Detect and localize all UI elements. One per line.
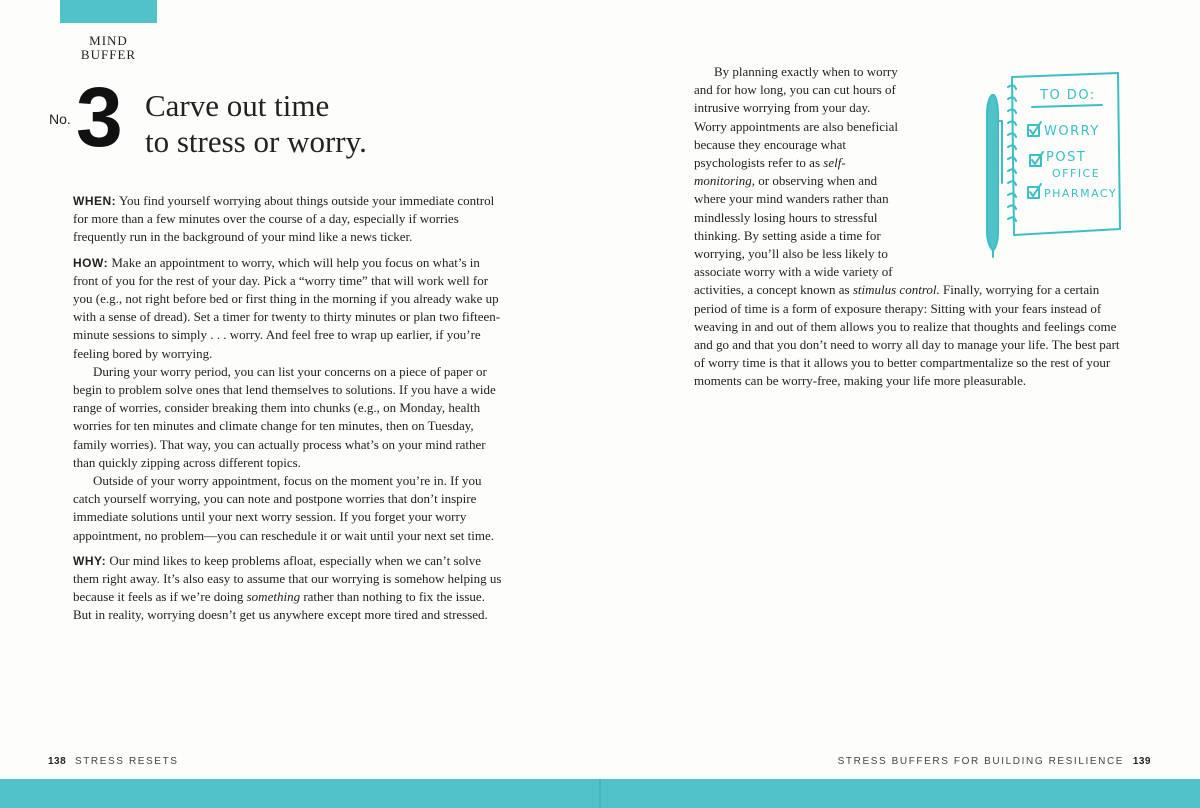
when-label: WHEN: <box>73 194 117 208</box>
why-paragraph <box>73 552 505 625</box>
todo-item-office: OFFICE <box>1052 167 1101 180</box>
footer-right <box>838 756 1151 767</box>
section-tab <box>60 0 157 23</box>
when-text: You find yourself worrying about things outside your immediate control for more than a few minutes over the course of a day, especially if worries frequently run in the background of your mind like a news ticker. <box>73 193 495 245</box>
section-label-line-2: BUFFER <box>80 47 137 62</box>
footer-title-right: STRESS BUFFERS FOR BUILDING RESILIENCE <box>837 756 1125 767</box>
notepad-pen-icon <box>916 63 1124 277</box>
todo-item-worry: WORRY <box>1044 124 1100 139</box>
how-paragraph-2: During your worry period, you can list your concerns on a piece of paper or begin to problem solve ones that lend themselves to solutions. If you have a wide range of worries, consider breaking them into chunks (e.g., on Monday, health worries for ten minutes and climate change for ten minutes, then on Tuesday, family worries). That way, you can actually process what’s on your mind rather than quickly zipping across different topics. <box>73 363 496 470</box>
right-page <box>600 0 1200 808</box>
right-text-emphasis-1: self-monitoring, <box>694 155 846 189</box>
right-text-b: or observing when and where your mind wanders rather than mindlessly losing hours to stressful thinking. By setting aside a time for worrying, you’ll also be less likely to associate worry with a wide variety of activities, a concept known as <box>694 173 893 298</box>
todo-illustration <box>916 63 1124 277</box>
right-body-text <box>694 63 1124 391</box>
todo-item-post: POST <box>1046 150 1087 165</box>
why-text-emphasis: something <box>246 589 301 605</box>
how-text: Make an appointment to worry, which will help you focus on what’s in front of you for the rest of your day. Pick a “worry time” that will work well for you (e.g., not right before bed or first thing in the morning if you already wake up with a sense of dread). Set a timer for twenty to thirty minutes or plan two fifteen-minute sessions to simply . . . worry. And feel free to wrap up earlier, if you’re feeling bored by worrying. <box>73 254 501 361</box>
title-line-2: to stress or worry. <box>145 124 367 159</box>
how-paragraph-3: Outside of your worry appointment, focus on the moment you’re in. If you catch yourself worrying, you can note and postpone worries that don’t inspire immediate solutions until your next worry session. If you forget your worry appointment, no problem—you can reschedule it or wait until your next set time. <box>73 473 494 543</box>
how-label: HOW: <box>73 255 109 270</box>
right-text-c: Finally, worrying for a certain period of time is a form of exposure therapy: Sitting with your fears instead of weaving in and out of them allows you to realize that thoughts and feelings come and go and that you don’t need to worry all day to manage your life. The best part of worry time is that it allows you to better compartmentalize so the rest of your moments can be worry-free, making your life more pleasurable. <box>694 282 1120 389</box>
why-text-a: Our mind likes to keep problems afloat, especially when we can’t solve them right away. It’s also easy to assume that our worrying is somehow helping us because it feels as if we’re doing <box>73 552 502 605</box>
why-label: WHY: <box>73 553 107 568</box>
footer-page-number-left: 138 <box>48 756 67 767</box>
right-text-emphasis-2: stimulus control. <box>852 282 940 298</box>
footer-page-number-right: 139 <box>1132 756 1151 767</box>
right-text-a: By planning exactly when to worry and for how long, you can cut hours of intrusive worrying from your day. Worry appointments are also beneficial because they encourage what psychologists refer to as <box>694 64 898 171</box>
when-paragraph <box>73 192 505 247</box>
footer-title-left: STRESS RESETS <box>74 756 179 767</box>
todo-heading: TO DO: <box>1040 88 1096 103</box>
left-body-text <box>73 192 505 625</box>
number-prefix: No. <box>49 111 71 127</box>
section-label <box>60 34 157 62</box>
page-title <box>145 88 367 160</box>
tip-number: 3 <box>76 70 123 164</box>
section-label-line-1: MIND <box>89 33 128 48</box>
how-paragraph <box>73 254 505 363</box>
todo-item-pharmacy: PHARMACY <box>1044 187 1118 200</box>
page-gutter <box>599 779 601 808</box>
title-line-1: Carve out time <box>145 88 330 123</box>
footer-left <box>48 756 179 767</box>
why-text-b: rather than nothing to fix the issue. But in reality, worrying doesn’t get us anywhere except more tired and stressed. <box>73 589 488 623</box>
